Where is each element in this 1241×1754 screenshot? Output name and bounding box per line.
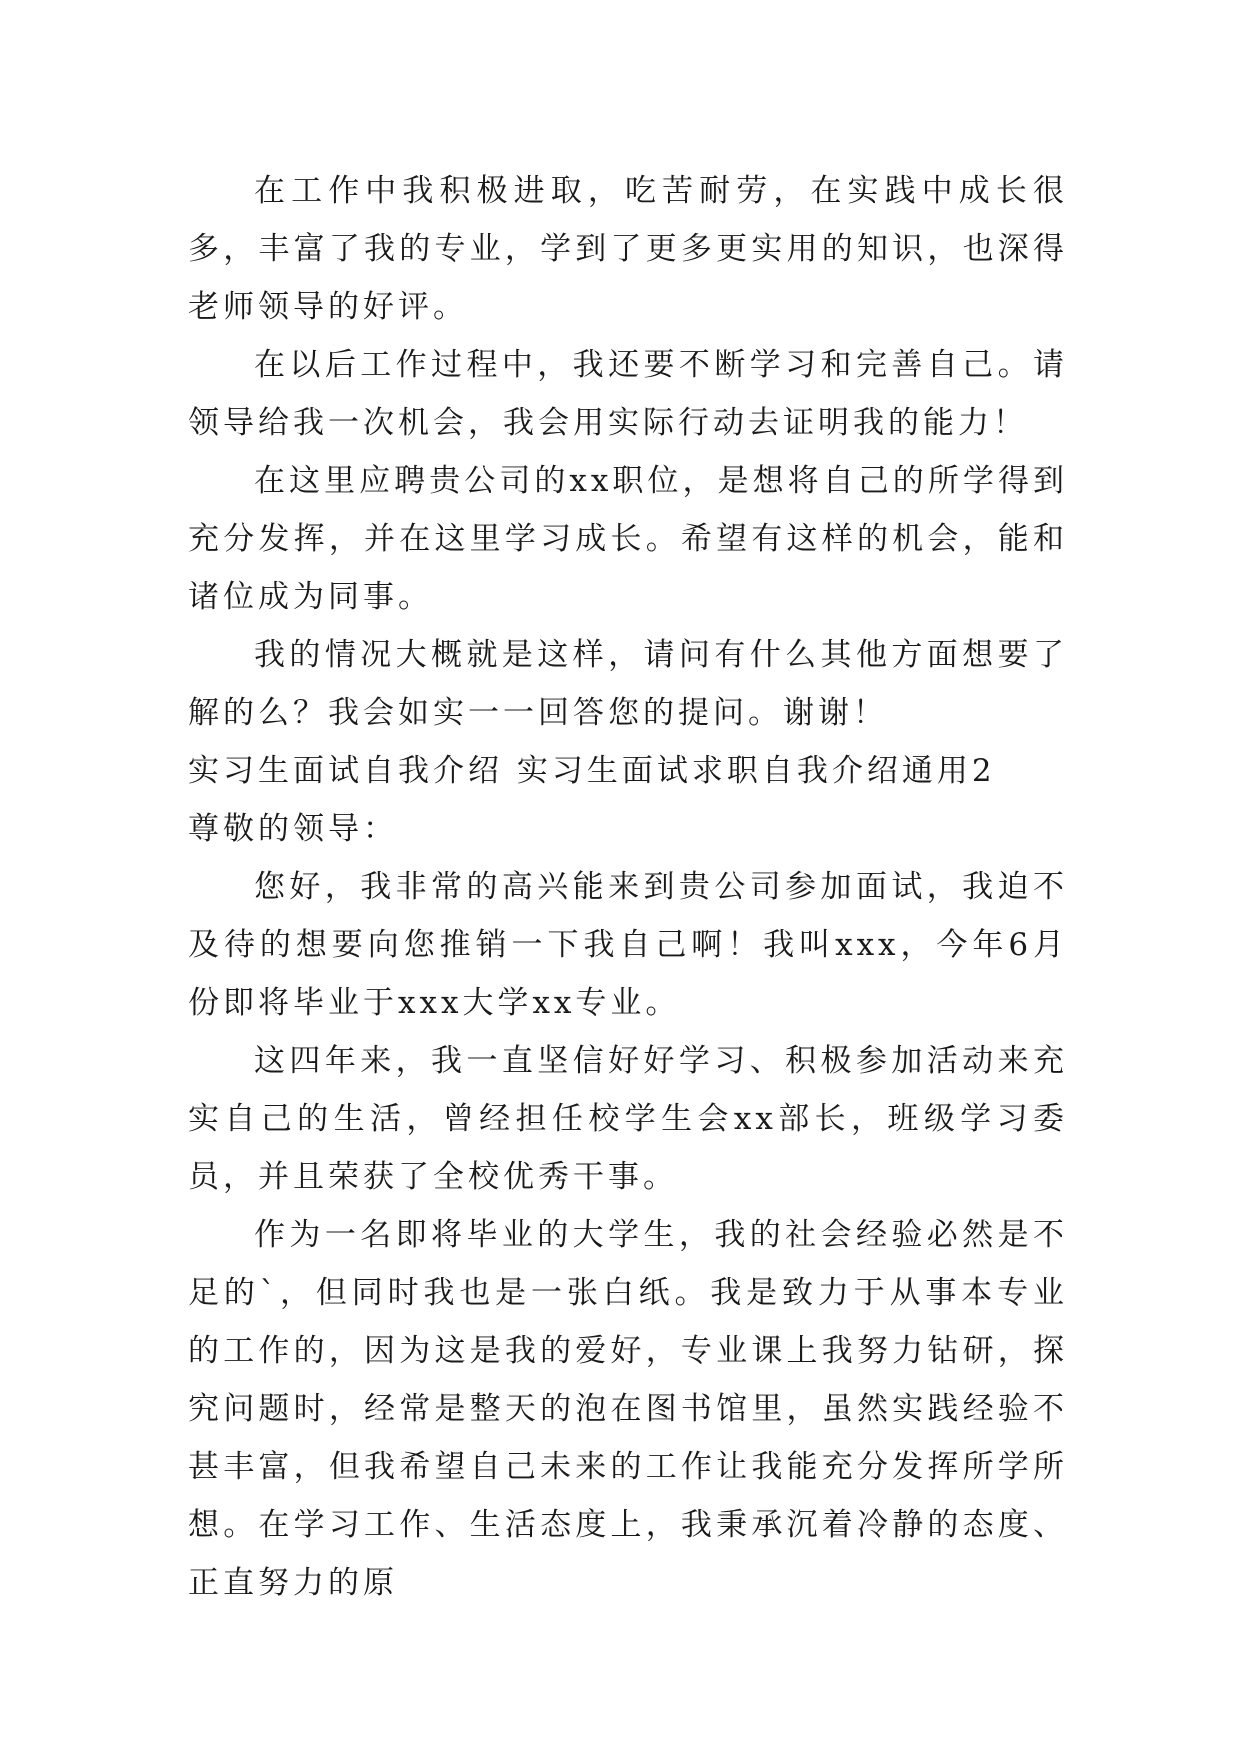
paragraph-4: 我的情况大概就是这样，请问有什么其他方面想要了解的么？我会如实一一回答您的提问。谢谢！ xyxy=(188,637,1068,731)
paragraph-7: 作为一名即将毕业的大学生，我的社会经验必然是不足的`，但同时我也是一张白纸。我是致力于从事本专业的工作的，因为这是我的爱好，专业课上我努力钻研，探究问题时，经常是整天的泡在图书馆里，虽然实践经验不甚丰富，但我希望自己未来的工作让我能充分发挥所学所想。在学习工作、生活态度上，我秉承沉着冷静的态度、正直努力的原 xyxy=(188,1217,1068,1601)
paragraph-1: 在工作中我积极进取，吃苦耐劳，在实践中成长很多，丰富了我的专业，学到了更多更实用的知识，也深得老师领导的好评。 xyxy=(188,173,1068,325)
section-heading: 实习生面试自我介绍 实习生面试求职自我介绍通用2 xyxy=(188,753,996,789)
paragraph-5: 您好，我非常的高兴能来到贵公司参加面试，我迫不及待的想要向您推销一下我自己啊！我叫xxx，今年6月份即将毕业于xxx大学xx专业。 xyxy=(188,869,1068,1021)
paragraph-3: 在这里应聘贵公司的xx职位，是想将自己的所学得到充分发挥，并在这里学习成长。希望有这样的机会，能和诸位成为同事。 xyxy=(188,463,1068,615)
document-body xyxy=(188,162,1068,1612)
salutation: 尊敬的领导： xyxy=(188,811,398,847)
paragraph-2: 在以后工作过程中，我还要不断学习和完善自己。请领导给我一次机会，我会用实际行动去证明我的能力！ xyxy=(188,347,1068,441)
paragraph-6: 这四年来，我一直坚信好好学习、积极参加活动来充实自己的生活，曾经担任校学生会xx部长，班级学习委员，并且荣获了全校优秀干事。 xyxy=(188,1043,1068,1195)
